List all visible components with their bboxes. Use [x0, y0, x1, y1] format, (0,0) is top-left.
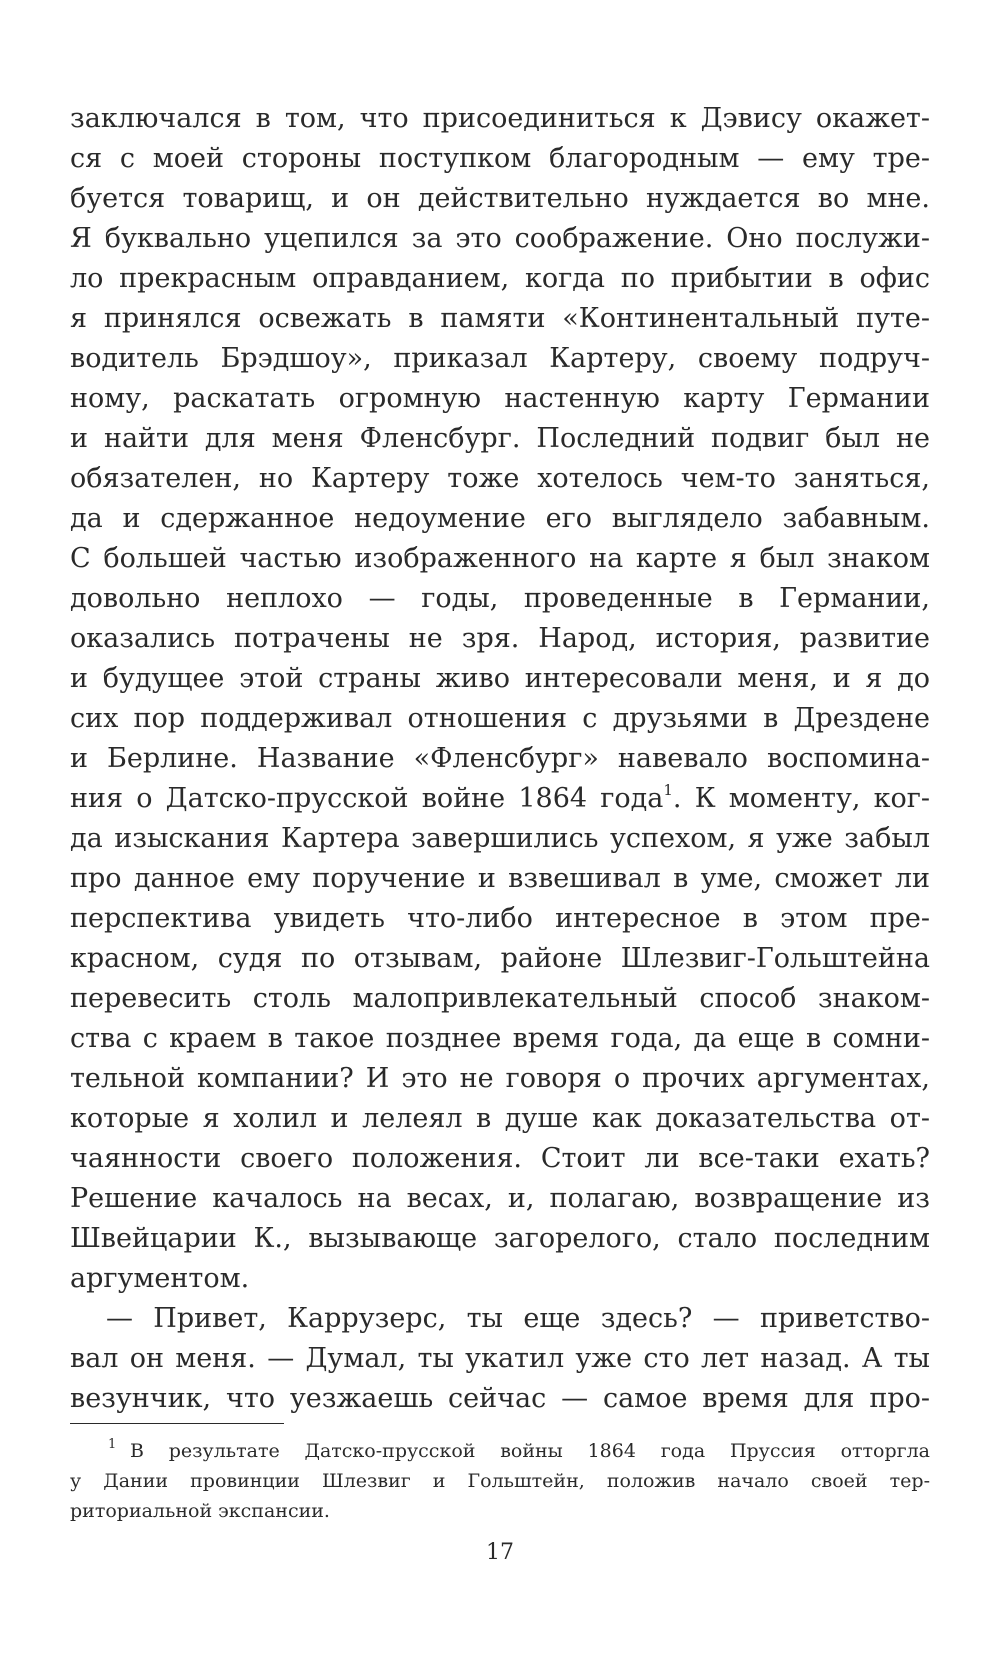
footnote-reference[interactable]: 1 — [663, 781, 673, 799]
text-segment: . К моменту, ког- — [672, 783, 930, 814]
text-line: да изыскания Картера завершились успехом, я уже забыл — [70, 823, 930, 854]
text-line: буется товарищ, и он действительно нуждается во мне. — [70, 183, 930, 214]
text-line: перевесить столь малопривлекательный способ знаком- — [70, 983, 930, 1014]
text-line: обязателен, но Картеру тоже хотелось чем-то заняться, — [70, 463, 930, 494]
text-line: и Берлине. Название «Фленсбург» навевало воспомина- — [70, 743, 930, 774]
text-line: перспектива увидеть что-либо интересное в этом пре- — [70, 903, 930, 934]
text-line: сих пор поддерживал отношения с друзьями в Дрездене — [70, 703, 930, 734]
text-line: Я буквально уцепился за это соображение. Оно послужи- — [70, 223, 930, 254]
text-line-with-footnote — [70, 779, 930, 819]
footnote-line — [70, 1436, 930, 1466]
text-line: тельной компании? И это не говоря о прочих аргументах, — [70, 1063, 930, 1094]
text-segment: ния о Датско-прусской войне 1864 года — [70, 783, 664, 814]
text-line: я принялся освежать в памяти «Континентальный путе- — [70, 303, 930, 334]
footnote-line: риториальной экспансии. — [70, 1500, 330, 1522]
text-line: которые я холил и лелеял в душе как доказательства от- — [70, 1103, 930, 1134]
text-line: красном, судя по отзывам, районе Шлезвиг-Гольштейна — [70, 943, 930, 974]
text-line: да и сдержанное недоумение его выглядело забавным. — [70, 503, 930, 534]
footnote-line: у Дании провинции Шлезвиг и Гольштейн, положив начало своей тер- — [70, 1470, 930, 1492]
text-line: ному, раскатать огромную настенную карту Германии — [70, 383, 930, 414]
text-line: Швейцарии К., вызывающе загорелого, стало последним — [70, 1223, 930, 1254]
main-text — [70, 99, 930, 1419]
text-line: про данное ему поручение и взвешивал в уме, сможет ли — [70, 863, 930, 894]
footnote-text: В результате Датско-прусской войны 1864 года Пруссия отторгла — [130, 1440, 930, 1462]
text-line: С большей частью изображенного на карте я был знаком — [70, 543, 930, 574]
text-line: заключался в том, что присоединиться к Дэвису окажет- — [70, 103, 930, 134]
text-line: водитель Брэдшоу», приказал Картеру, своему подруч- — [70, 343, 930, 374]
text-line: оказались потрачены не зря. Народ, история, развитие — [70, 623, 930, 654]
page-number: 17 — [486, 1540, 514, 1565]
text-line: везунчик, что уезжаешь сейчас — самое время для про- — [70, 1383, 930, 1414]
footnote — [70, 1436, 930, 1526]
footnote-number: 1 — [108, 1437, 117, 1452]
text-line: вал он меня. — Думал, ты укатил уже сто лет назад. А ты — [70, 1343, 930, 1374]
text-line: чаянности своего положения. Стоит ли все-таки ехать? — [70, 1143, 930, 1174]
footnote-separator — [70, 1423, 284, 1424]
text-line: ся с моей стороны поступком благородным — ему тре- — [70, 143, 930, 174]
text-line: — Привет, Каррузерс, ты еще здесь? — приветство- — [106, 1303, 930, 1334]
text-line: и найти для меня Фленсбург. Последний подвиг был не — [70, 423, 930, 454]
text-line: довольно неплохо — годы, проведенные в Германии, — [70, 583, 930, 614]
text-line: ло прекрасным оправданием, когда по прибытии в офис — [70, 263, 930, 294]
text-line: и будущее этой страны живо интересовали меня, и я до — [70, 663, 930, 694]
text-line: аргументом. — [70, 1263, 250, 1294]
text-line: Решение качалось на весах, и, полагаю, возвращение из — [70, 1183, 930, 1214]
text-line: ства с краем в такое позднее время года, да еще в сомни- — [70, 1023, 930, 1054]
